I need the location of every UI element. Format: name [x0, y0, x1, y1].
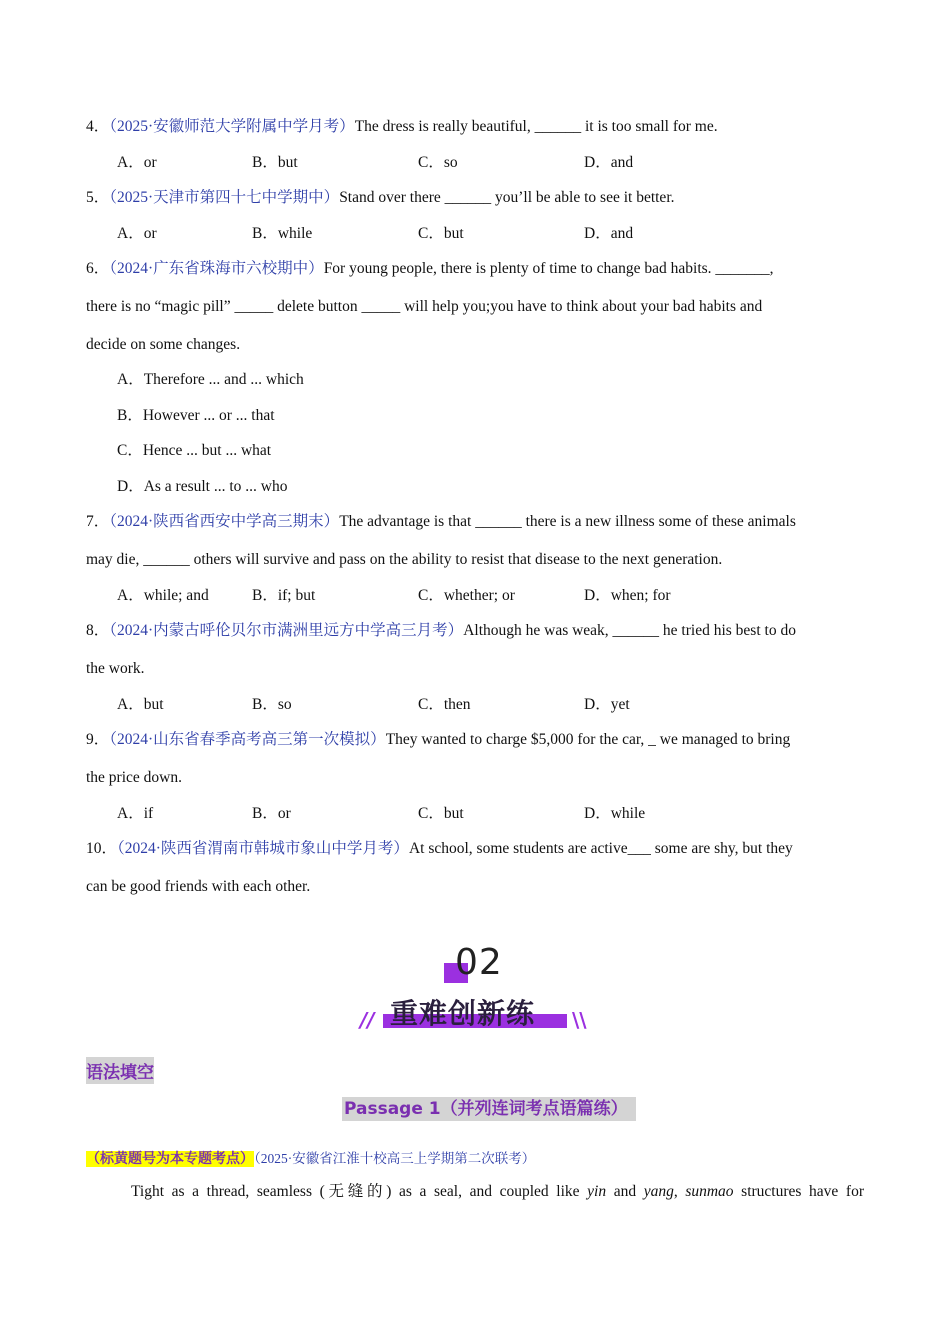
passage-source: （2025·安徽省江淮十校高三上学期第二次联考） [254, 1151, 536, 1166]
option-b: B．or [252, 805, 291, 822]
banner-title: 重难创新练 [390, 997, 536, 1030]
question-4-stem [86, 117, 718, 137]
paragraph-text: , [673, 1183, 686, 1200]
option-b: B．so [252, 696, 292, 713]
question-source: （2024·陕西省西安中学高三期末） [109, 513, 340, 530]
question-number: 10． [86, 840, 118, 857]
banner-slash-right: \\ [572, 1008, 587, 1032]
question-10-stem [86, 839, 793, 859]
banner-number: 02 [455, 942, 503, 983]
question-6-line-3: decide on some changes. [86, 336, 241, 353]
option-b: B．but [252, 154, 298, 171]
option-c: C．but [418, 225, 464, 242]
option-a: A．or [117, 154, 157, 171]
option-a: A．while; and [117, 587, 209, 604]
option-c: C．so [418, 154, 458, 171]
option-c: C．Hence ... but ... what [117, 442, 272, 459]
section-label: 语法填空 [86, 1057, 154, 1084]
question-text: Stand over there ______ you’ll be able to see it better. [339, 189, 675, 206]
option-a: A．if [117, 805, 154, 822]
question-8-stem [86, 621, 796, 641]
question-number: 9． [86, 731, 110, 748]
option-a: A．Therefore ... and ... which [117, 371, 304, 388]
option-b: B．while [252, 225, 313, 242]
question-number: 4． [86, 118, 110, 135]
passage-title-text: Passage 1（并列连词考点语篇练） [342, 1097, 636, 1121]
question-number: 6． [86, 260, 110, 277]
question-text: Although he was weak, ______ he tried his best to do [463, 622, 796, 639]
option-d: D．and [584, 225, 634, 242]
question-number: 5． [86, 189, 110, 206]
option-c: C．then [418, 696, 471, 713]
question-text: At school, some students are active___ some are shy, but they [408, 840, 793, 857]
question-6-line-2: there is no “magic pill” _____ delete button _____ will help you;you have to think about your bad habits and [86, 298, 763, 315]
question-9-line-2: the price down. [86, 769, 182, 786]
question-source: （2024·山东省春季高考高三第一次模拟） [109, 731, 386, 748]
question-source: （2024·广东省珠海市六校期中） [109, 260, 324, 277]
highlight-note: （标黄题号为本专题考点） [86, 1151, 254, 1167]
option-b: B．if; but [252, 587, 316, 604]
question-source: （2025·安徽师范大学附属中学月考） [109, 118, 355, 135]
paragraph-italic-yin: yin [587, 1183, 607, 1200]
option-d: D．As a result ... to ... who [117, 478, 288, 495]
option-a: A．or [117, 225, 157, 242]
question-source: （2024·内蒙古呼伦贝尔市满洲里远方中学高三月考） [109, 622, 464, 639]
option-d: D．when; for [584, 587, 671, 604]
option-b: B．However ... or ... that [117, 407, 275, 424]
passage-title [342, 1094, 636, 1119]
paragraph-text: and [606, 1183, 644, 1200]
question-10-line-2: can be good friends with each other. [86, 878, 311, 895]
passage-note-line [86, 1147, 535, 1168]
banner-slash-left: // [360, 1008, 375, 1032]
option-d: D．and [584, 154, 634, 171]
paragraph-text: structures have for [733, 1183, 864, 1200]
question-text: The dress is really beautiful, ______ it is too small for me. [354, 118, 718, 135]
question-number: 7． [86, 513, 110, 530]
paragraph-italic-sunmao: sunmao [685, 1183, 734, 1200]
question-source: （2024·陕西省渭南市韩城市象山中学月考） [117, 840, 409, 857]
question-number: 8． [86, 622, 110, 639]
question-5-stem [86, 188, 675, 208]
option-d: D．while [584, 805, 646, 822]
option-a: A．but [117, 696, 164, 713]
question-7-line-2: may die, ______ others will survive and pass on the ability to resist that disease to the next generation. [86, 551, 723, 568]
paragraph-italic-yang: yang [643, 1183, 674, 1200]
question-text: They wanted to charge $5,000 for the car, _ we managed to bring [385, 731, 791, 748]
passage-paragraph [86, 1181, 864, 1203]
question-text: The advantage is that ______ there is a new illness some of these animals [339, 513, 796, 530]
question-7-stem [86, 512, 796, 532]
paragraph-text: Tight as a thread, seamless (无缝的) as a seal, and coupled like [131, 1183, 588, 1200]
option-c: C．but [418, 805, 464, 822]
option-d: D．yet [584, 696, 630, 713]
question-source: （2025·天津市第四十七中学期中） [109, 189, 340, 206]
question-text: For young people, there is plenty of time to change bad habits. _______, [323, 260, 774, 277]
option-c: C．whether; or [418, 587, 515, 604]
question-6-stem [86, 259, 774, 279]
question-8-line-2: the work. [86, 660, 145, 677]
question-9-stem [86, 730, 790, 750]
